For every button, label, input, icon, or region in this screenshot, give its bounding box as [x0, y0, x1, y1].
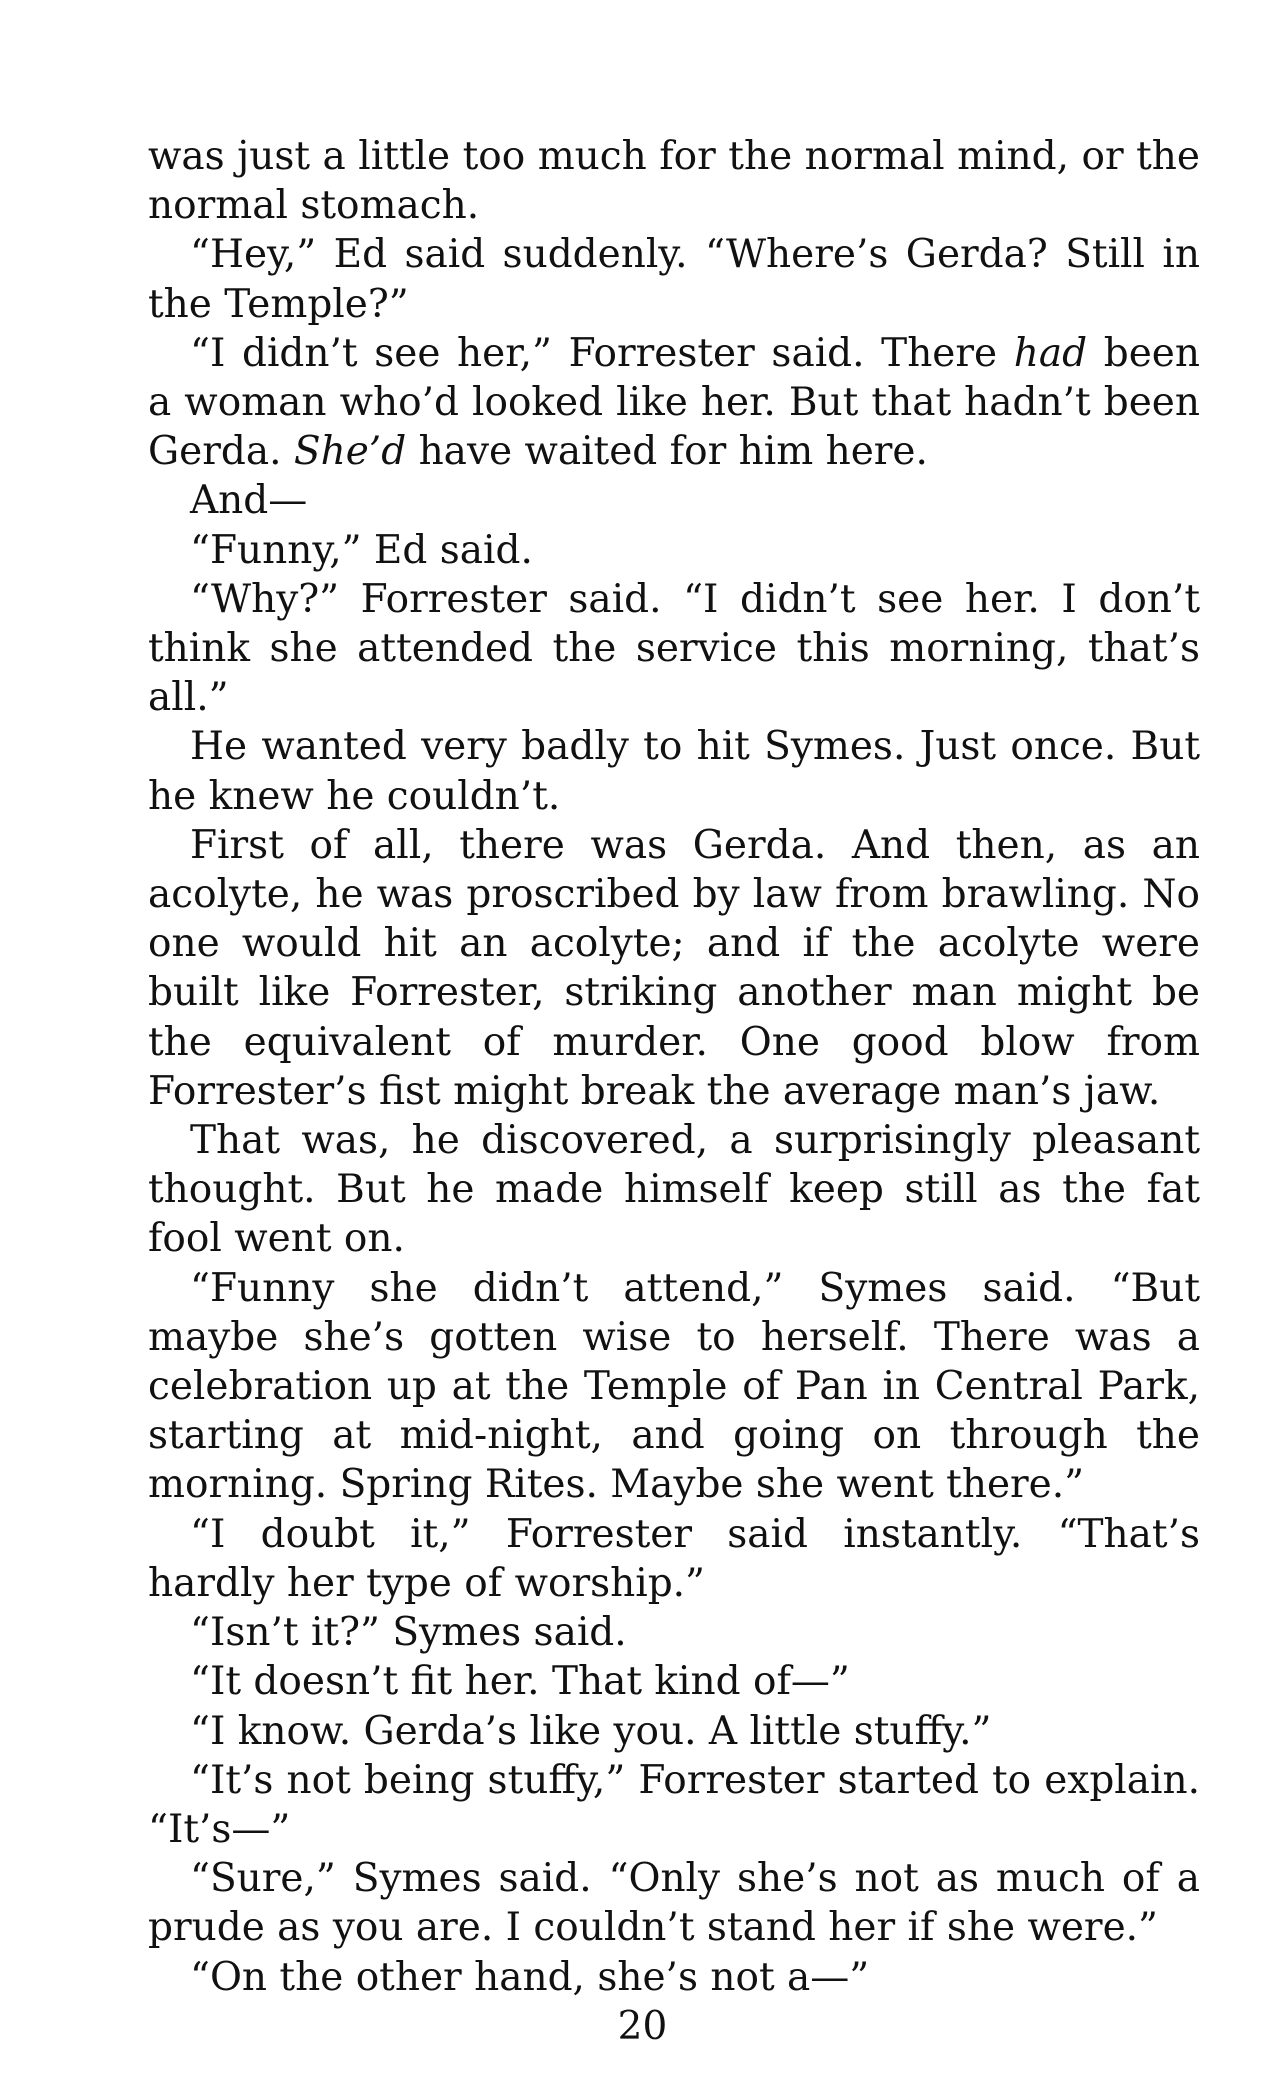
- text-span: “Sure,” Symes said. “Only she’s not as much of a prude as you are. I couldn’t stand her if she were.”: [148, 1856, 1200, 1951]
- italic-text: had: [1013, 330, 1088, 376]
- text-span: He wanted very badly to hit Symes. Just once. But he knew he couldn’t.: [148, 724, 1200, 819]
- text-span: “Isn’t it?” Symes said.: [190, 1610, 627, 1656]
- text-span: been a woman who’d looked like her. But that hadn’t been Gerda.: [148, 330, 1201, 475]
- paragraph: [148, 329, 1200, 477]
- book-page-text: [148, 132, 1200, 2002]
- paragraph: [148, 821, 1200, 1116]
- paragraph: [148, 132, 1200, 230]
- text-span: “It’s not being stuffy,” Forrester started to explain. “It’s—”: [148, 1757, 1200, 1852]
- paragraph: [148, 1707, 1200, 1756]
- paragraph: [148, 1854, 1200, 1952]
- paragraph: [148, 1116, 1200, 1264]
- text-span: “Hey,” Ed said suddenly. “Where’s Gerda? Still in the Temple?”: [148, 232, 1200, 327]
- text-span: “Funny she didn’t attend,” Symes said. “But maybe she’s gotten wise to herself. There was a celebration up at the Temple of Pan in Central Park, starting at mid-night, and going on through the morning. Spring Rites. Maybe she went there.”: [148, 1265, 1200, 1508]
- italic-text: She’d: [293, 429, 407, 475]
- page-number: 20: [617, 2004, 668, 2049]
- paragraph: [148, 1264, 1200, 1510]
- text-span: “I know. Gerda’s like you. A little stuffy.”: [190, 1708, 992, 1754]
- text-span: First of all, there was Gerda. And then, as an acolyte, he was proscribed by law from brawling. No one would hit an acolyte; and if the acolyte were built like Forrester, striking another man might be the equivalent of murder. One good blow from Forrester’s fist might break the average man’s jaw.: [148, 822, 1200, 1114]
- paragraph: [148, 1608, 1200, 1657]
- text-span: “On the other hand, she’s not a—”: [190, 1954, 870, 2000]
- paragraph: [148, 1657, 1200, 1706]
- paragraph: [148, 575, 1200, 723]
- text-span: That was, he discovered, a surprisingly pleasant thought. But he made himself keep still as the fat fool went on.: [148, 1118, 1200, 1262]
- paragraph: [148, 230, 1200, 328]
- paragraph: [148, 476, 1200, 525]
- text-span: was just a little too much for the normal mind, or the normal stomach.: [148, 134, 1200, 229]
- paragraph: [148, 1756, 1200, 1854]
- text-span: have waited for him here.: [406, 429, 928, 475]
- text-span: “It doesn’t fit her. That kind of—”: [190, 1659, 850, 1705]
- text-span: “I doubt it,” Forrester said instantly. “That’s hardly her type of worship.”: [148, 1511, 1200, 1606]
- text-span: “Funny,” Ed said.: [190, 527, 533, 573]
- text-span: “Why?” Forrester said. “I didn’t see her. I don’t think she attended the service this morning, that’s all.”: [148, 576, 1200, 721]
- paragraph: [148, 1510, 1200, 1608]
- text-span: And—: [190, 478, 308, 524]
- text-span: “I didn’t see her,” Forrester said. There: [190, 330, 1014, 376]
- paragraph: [148, 526, 1200, 575]
- paragraph: [148, 722, 1200, 820]
- paragraph: [148, 1953, 1200, 2002]
